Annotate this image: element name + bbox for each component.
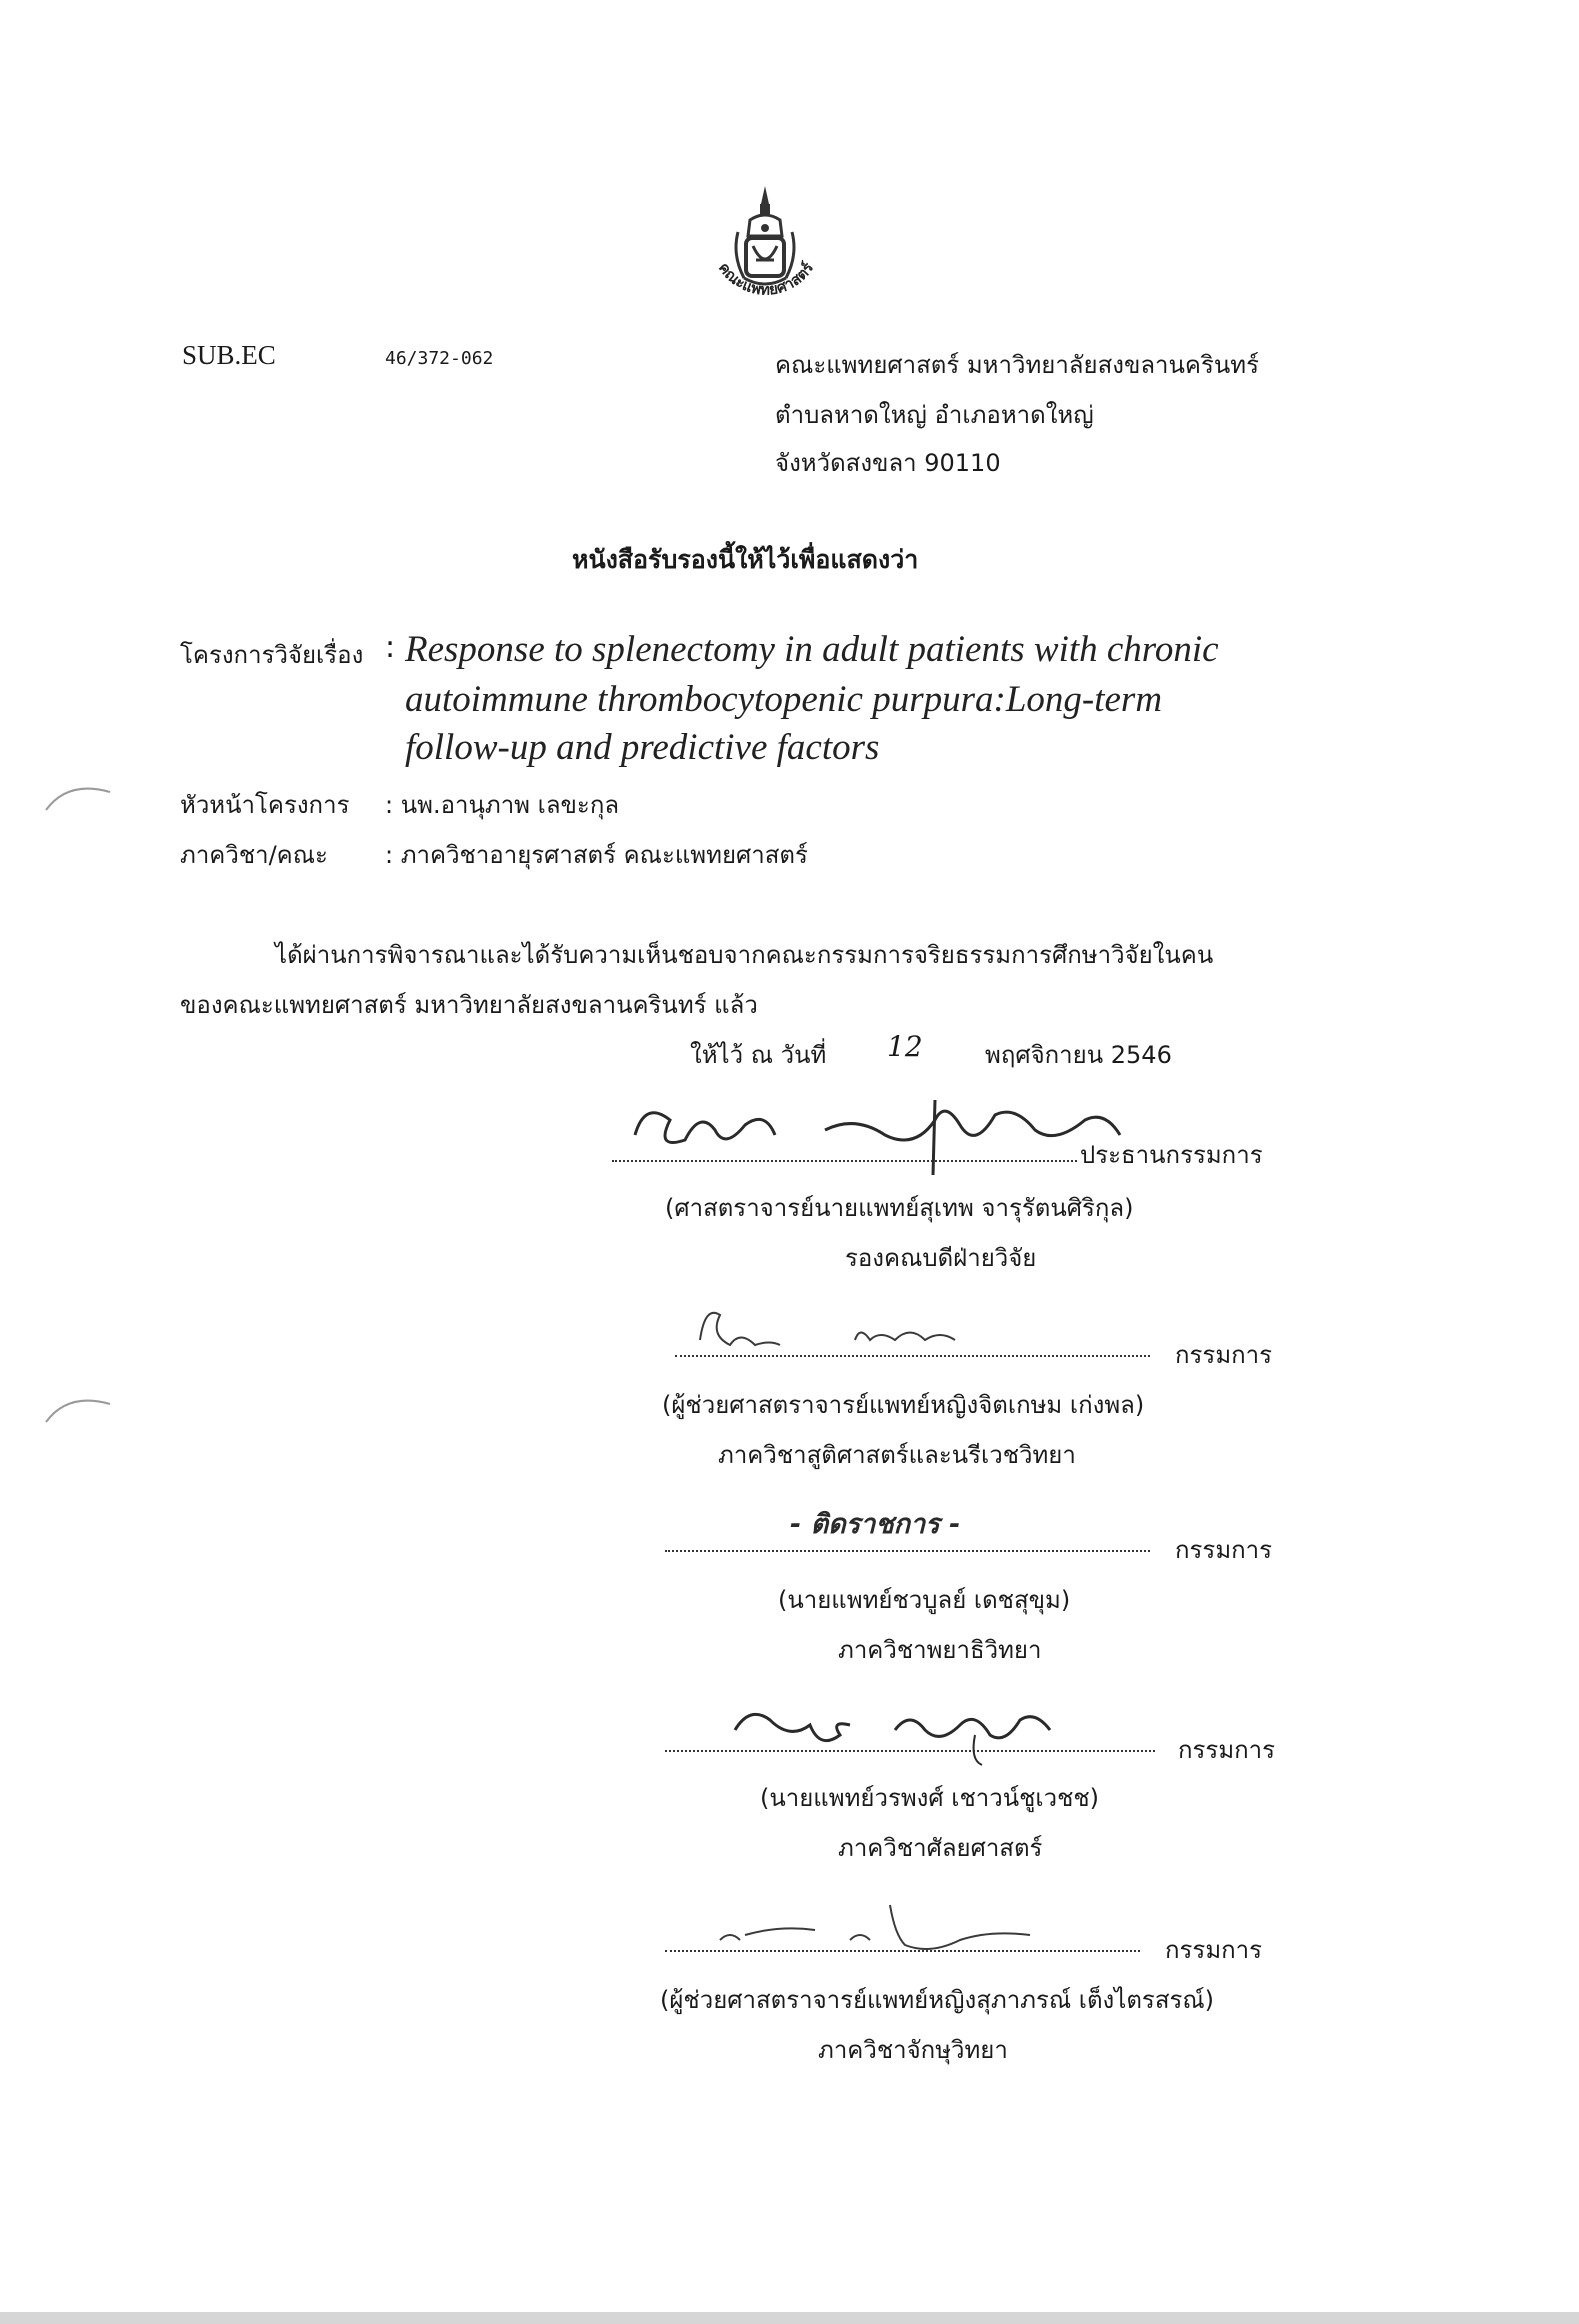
signatory-3-position: ภาควิชาพยาธิวิทยา bbox=[838, 1636, 1042, 1664]
approval-date-prefix: ให้ไว้ ณ วันที่ bbox=[690, 1041, 827, 1069]
faculty-emblem bbox=[690, 180, 840, 330]
approval-line-2: ของคณะแพทยศาสตร์ มหาวิทยาลัยสงขลานครินทร์ แล้ว bbox=[180, 991, 758, 1019]
signatory-1-position: รองคณบดีฝ่ายวิจัย bbox=[845, 1244, 1037, 1272]
certificate-heading: หนังสือรับรองนี้ให้ไว้เพื่อแสดงว่า bbox=[572, 545, 919, 574]
signatory-5-name: (ผู้ช่วยศาสตราจารย์แพทย์หญิงสุภาภรณ์ เต็งไตรสรณ์) bbox=[660, 1986, 1214, 2014]
signatory-3-name: (นายแพทย์ชวบูลย์ เดชสุขุม) bbox=[778, 1586, 1071, 1614]
signatory-4-role: กรรมการ bbox=[1178, 1736, 1276, 1764]
signatory-4-position: ภาควิชาศัลยศาสตร์ bbox=[838, 1834, 1043, 1862]
emblem-text: คณะแพทยศาสตร์ bbox=[714, 259, 818, 299]
approval-date-day: 12 bbox=[887, 1030, 923, 1063]
project-label: โครงการวิจัยเรื่อง bbox=[180, 641, 364, 669]
ref-number: 46/372-062 bbox=[385, 348, 494, 369]
project-title-line-3: follow-up and predictive factors bbox=[405, 727, 880, 768]
address-line-1: คณะแพทยศาสตร์ มหาวิทยาลัยสงขลานครินทร์ bbox=[775, 351, 1259, 379]
address-line-2: ตำบลหาดใหญ่ อำเภอหาดใหญ่ bbox=[775, 401, 1094, 429]
signatory-1-name: (ศาสตราจารย์นายแพทย์สุเทพ จารุรัตนศิริกุล) bbox=[665, 1194, 1134, 1222]
address-line-3: จังหวัดสงขลา 90110 bbox=[775, 449, 1001, 477]
svg-text:คณะแพทยศาสตร์ bbox=[715, 258, 818, 298]
project-title-line-1: Response to splenectomy in adult patients with chronic bbox=[405, 629, 1219, 670]
project-head-value: : นพ.อานุภาพ เลขะกุล bbox=[385, 791, 620, 819]
signature-2 bbox=[680, 1290, 1020, 1365]
paper-fold-mark-top bbox=[38, 770, 118, 820]
signatory-2-role: กรรมการ bbox=[1175, 1341, 1273, 1369]
approval-line-1: ได้ผ่านการพิจารณาและได้รับความเห็นชอบจากคณะกรรมการจริยธรรมการศึกษาวิจัยในคน bbox=[275, 941, 1214, 969]
signature-5 bbox=[690, 1895, 1050, 1970]
signatory-5-role: กรรมการ bbox=[1165, 1936, 1263, 1964]
project-colon: : bbox=[385, 630, 396, 665]
signatory-4-name: (นายแพทย์วรพงศ์ เชาวน์ชูเวชช) bbox=[760, 1784, 1100, 1812]
paper-fold-mark-bottom bbox=[38, 1380, 118, 1430]
ref-label: SUB.EC bbox=[182, 340, 276, 370]
signatory-5-position: ภาควิชาจักษุวิทยา bbox=[818, 2036, 1008, 2064]
scan-bottom-edge bbox=[0, 2312, 1579, 2324]
approval-date-month-year: พฤศจิกายน 2546 bbox=[985, 1041, 1172, 1069]
signature-line-3 bbox=[665, 1550, 1150, 1552]
project-dept-label: ภาควิชา/คณะ bbox=[180, 841, 328, 869]
project-title-line-2: autoimmune thrombocytopenic purpura:Long-term bbox=[405, 679, 1163, 720]
signature-1 bbox=[615, 1090, 1135, 1180]
project-dept-value: : ภาควิชาอายุรศาสตร์ คณะแพทยศาสตร์ bbox=[385, 841, 808, 869]
signature-4 bbox=[720, 1690, 1080, 1770]
signatory-2-position: ภาควิชาสูติศาสตร์และนรีเวชวิทยา bbox=[718, 1441, 1076, 1469]
signatory-3-role: กรรมการ bbox=[1175, 1536, 1273, 1564]
signature-3: - ติดราชการ - bbox=[790, 1509, 961, 1540]
signatory-2-name: (ผู้ช่วยศาสตราจารย์แพทย์หญิงจิตเกษม เก่งพล) bbox=[662, 1391, 1145, 1419]
signatory-1-role: ประธานกรรมการ bbox=[1080, 1141, 1263, 1169]
project-head-label: หัวหน้าโครงการ bbox=[180, 791, 350, 819]
